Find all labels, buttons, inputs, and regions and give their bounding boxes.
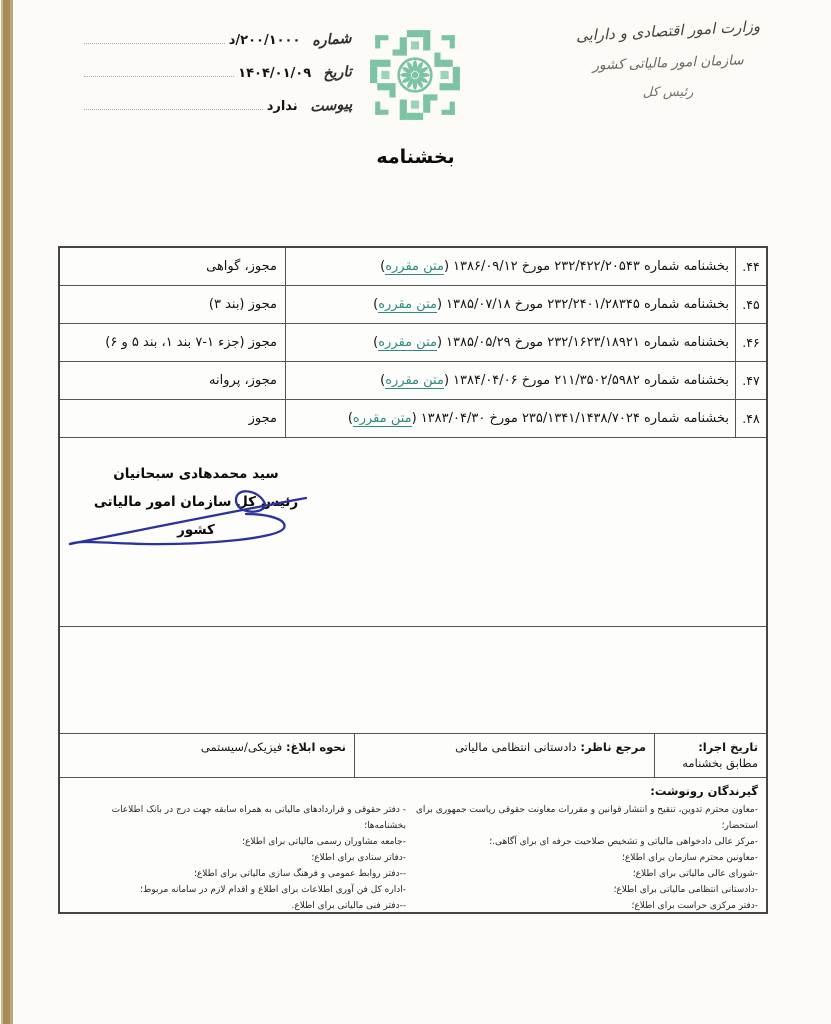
row-number: ۴۸.: [735, 400, 766, 437]
organization-name: سازمان امور مالیاتی کشور: [592, 52, 744, 74]
meta-attachment-line: [84, 98, 352, 114]
table-row: [60, 286, 766, 324]
cc-column-left: [68, 802, 406, 914]
dotted-leader: [84, 109, 263, 110]
regulation-text: بخشنامه شماره ۲۳۲/۴۲۲/۲۰۵۴۳ مورخ ۱۳۸۶/۰۹/۱۲: [453, 259, 729, 274]
regulation-reference: [285, 324, 735, 361]
cc-item: -معاونین محترم سازمان برای اطلاع؛: [622, 853, 758, 863]
paren-open: (: [411, 411, 417, 426]
cc-item: -جامعه مشاوران رسمی مالیاتی برای اطلاع؛: [242, 837, 406, 847]
ministry-name: وزارت امور اقتصادی و دارایی: [575, 17, 761, 45]
execution-date-cell: [654, 734, 766, 777]
notification-method-cell: [60, 734, 354, 777]
regulation-category: مجوز، گواهی: [206, 259, 277, 274]
paren-open: (: [436, 335, 443, 350]
cc-column-right: [406, 802, 758, 914]
cc-item: -دادستانی انتظامی مالیاتی برای اطلاع؛: [613, 885, 758, 895]
regulation-text-link[interactable]: متن مقرره: [378, 297, 437, 312]
row-number: ۴۵.: [735, 286, 766, 323]
paren-close: ): [380, 259, 386, 274]
office-title: رئیس کل: [642, 85, 694, 100]
cc-item: --دفتر فنی مالیاتی برای اطلاع.: [291, 901, 406, 911]
cc-item: -دفاتر ستادی برای اطلاع؛: [311, 853, 406, 863]
cc-item: -دفتر مرکزی حراست برای اطلاع؛: [631, 901, 758, 911]
attachment-label: پیوست: [309, 96, 353, 116]
cc-item: -شورای عالی مالیاتی برای اطلاع؛: [632, 869, 758, 879]
number-value: د/۲۰۰/۱۰۰۰: [228, 33, 301, 48]
paren-close: ): [373, 297, 379, 312]
org-header: [533, 17, 803, 100]
regulation-text: بخشنامه شماره ۲۱۱/۳۵۰۲/۵۹۸۲ مورخ ۱۳۸۴/۰۴/۰۶: [453, 373, 729, 388]
regulation-link-wrap: [380, 259, 449, 274]
regulation-text-link[interactable]: متن مقرره: [385, 373, 444, 388]
meta-number-line: [84, 32, 352, 48]
table-row: [60, 362, 766, 400]
regulation-text: بخشنامه شماره ۲۳۵/۱۳۴۱/۱۴۳۸/۷۰۲۴ مورخ ۱۳۸۳/۰۴/۳۰: [420, 411, 729, 426]
paren-close: ): [373, 335, 379, 350]
regulation-reference: [285, 248, 735, 285]
regulation-category: مجوز (جزء ۱-۷ بند ۱، بند ۵ و ۶): [105, 335, 277, 350]
paren-open: (: [436, 297, 443, 312]
signatory-name: سید محمدهادی سبحانیان: [113, 466, 279, 482]
meta-date-line: [84, 65, 352, 81]
cc-columns: [68, 802, 758, 914]
paren-close: ): [380, 373, 386, 388]
signature-section: [60, 438, 766, 627]
regulation-category: مجوز: [248, 411, 277, 426]
regulation-text-link[interactable]: متن مقرره: [378, 335, 437, 350]
regulation-reference: [285, 362, 735, 399]
number-label: شماره: [311, 30, 353, 50]
document-title: بخشنامه: [376, 146, 455, 168]
row-number: ۴۶.: [735, 324, 766, 361]
cc-item: -معاون محترم تدوین، تنقیح و انتشار قوانین و مقررات معاونت حقوقی ریاست جمهوری برای استحضار؛: [415, 805, 758, 831]
tax-administration-logo-icon: [366, 26, 464, 124]
execution-info-row: [60, 734, 766, 778]
regulation-text-link[interactable]: متن مقرره: [385, 259, 444, 274]
paren-open: (: [443, 259, 450, 274]
regulation-link-wrap: [348, 411, 417, 426]
signatory-title: رئیس کل سازمان امور مالیاتی کشور: [93, 494, 299, 538]
row-number: ۴۷.: [735, 362, 766, 399]
paren-close: ): [347, 411, 353, 426]
supervisor-cell: [354, 734, 654, 777]
regulation-text: بخشنامه شماره ۲۳۲/۱۶۲۳/۱۸۹۲۱ مورخ ۱۳۸۵/۰۵/۲۹: [446, 335, 729, 350]
regulation-text: بخشنامه شماره ۲۳۲/۲۴۰۱/۲۸۳۴۵ مورخ ۱۳۸۵/۰۷/۱۸: [446, 297, 729, 312]
cc-item: --دفتر روابط عمومی و فرهنگ سازی مالیاتی برای اطلاع؛: [193, 869, 406, 879]
dotted-leader: [84, 43, 225, 44]
cc-item: - دفتر حقوقی و قراردادهای مالیاتی به همراه سابقه جهت درج در بانک اطلاعات بخشنامه‌ها؛: [111, 805, 406, 831]
execution-date-value: مطابق بخشنامه: [682, 756, 758, 770]
attachment-value: ندارد: [266, 99, 298, 114]
regulation-text-link[interactable]: متن مقرره: [352, 411, 412, 426]
regulation-reference: [285, 400, 735, 437]
row-number: ۴۴.: [735, 248, 766, 285]
cc-heading: گیرندگان رونوشت:: [650, 784, 758, 798]
empty-remarks-cell: [60, 627, 766, 734]
regulation-reference: [285, 286, 735, 323]
cc-item: -اداره کل فن آوری اطلاعات برای اطلاع و اقدام لازم در سامانه مربوط؛: [140, 885, 406, 895]
circular-body-table: [58, 246, 768, 914]
paren-open: (: [443, 373, 450, 388]
regulation-link-wrap: [373, 335, 442, 350]
supervisor-value: دادستانی انتظامی مالیاتی: [455, 740, 577, 754]
regulation-link-wrap: [380, 373, 449, 388]
table-row: [60, 400, 766, 438]
table-row: [60, 248, 766, 286]
notification-method-value: فیزیکی/سیستمی: [200, 740, 283, 754]
cc-distribution-section: [60, 778, 766, 912]
signatory-block: [86, 460, 306, 544]
table-row: [60, 324, 766, 362]
regulation-category: مجوز (بند ۳): [208, 297, 277, 312]
regulation-link-wrap: [373, 297, 442, 312]
notification-method-label: نحوه ابلاغ:: [285, 740, 346, 754]
execution-date-label: تاریخ اجرا:: [698, 740, 758, 754]
regulation-category: مجوز، پروانه: [209, 373, 277, 388]
cc-item: -مرکز عالی دادخواهی مالیاتی و تشخیص صلاحیت حرفه ای برای آگاهی.؛: [489, 837, 758, 847]
letter-meta: [84, 32, 352, 131]
date-value: ۱۴۰۴/۰۱/۰۹: [238, 66, 312, 81]
date-label: تاریخ: [322, 64, 353, 82]
supervisor-label: مرجع ناظر:: [580, 740, 646, 754]
dotted-leader: [84, 76, 234, 77]
